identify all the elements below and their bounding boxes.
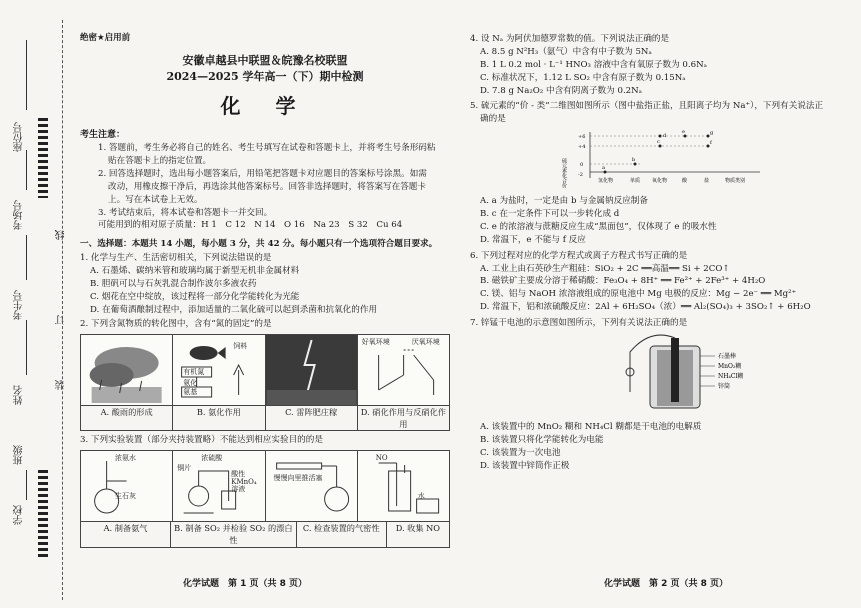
fig-label: 饲料 — [233, 341, 248, 350]
option: A. 8.5 g N²H₃（氨气）中含有中子数为 5Nₐ — [480, 46, 652, 57]
cut-line-mark: 订 — [56, 315, 67, 325]
point-label: e — [682, 129, 685, 136]
name-label: 姓名 — [14, 385, 25, 405]
option-caption: B. 制备 SO₂ 并检验 SO₂ 的漂白性 — [171, 522, 297, 547]
acid-rain-figure — [81, 335, 173, 405]
seat-number-label: 座位号 — [14, 122, 25, 152]
option: B. c 在一定条件下可以一步转化成 d — [480, 209, 620, 220]
q3-figure-row — [80, 450, 450, 522]
option: D. 在葡萄酒酿制过程中，添加适量的二氧化硫可以起到杀菌和抗氧化的作用 — [90, 304, 378, 315]
bottle-icon — [358, 451, 449, 521]
binding-strip — [0, 0, 70, 608]
point-d — [659, 135, 662, 138]
ammonia-apparatus-figure — [81, 451, 173, 521]
fill-line — [26, 320, 27, 375]
question-stem: 1. 化学与生产、生活密切相关，下列说法错误的是 — [80, 253, 272, 264]
point-label: d — [663, 133, 667, 140]
option: A. 石墨烯、碳纳米管和玻璃均属于新型无机非金属材料 — [90, 266, 300, 277]
option: D. 常温下，e 不能与 f 反应 — [480, 234, 586, 245]
option: C. 镁、铝与 NaOH 浓溶液组成的原电池中 Mg 电极的反应：Mg − 2e⁻ ══ Mg²⁺ — [480, 289, 797, 300]
fig-label: NO — [375, 454, 388, 463]
class-label: 班级 — [14, 445, 25, 465]
option-caption: A. 制备氨气 — [81, 522, 171, 547]
lightning-figure — [266, 335, 358, 405]
question-stem: 2. 下列含氮物质的转化图中，含有“氮的固定”的是 — [80, 318, 272, 329]
page-footer: 化学试题 第 2 页（共 8 页） — [604, 579, 729, 589]
option-caption: B. 氨化作用 — [173, 406, 265, 431]
fig-label: 浓氨水 — [115, 454, 136, 463]
fig-label: 石墨棒 — [718, 353, 737, 361]
x-tick: 氢化物 — [598, 178, 614, 185]
fig-label: 厌氧环境 — [411, 337, 440, 346]
x-tick: 单质 — [630, 178, 641, 185]
point-label: a — [602, 165, 605, 172]
cloud-icon — [81, 335, 172, 405]
page1-column — [80, 32, 450, 548]
fill-line — [26, 40, 27, 110]
q3-caption-row — [80, 522, 450, 548]
option: B. 胆矾可以与石灰乳混合制作波尔多液农药 — [90, 279, 257, 290]
atomic-mass-line: 可能用到的相对原子质量：H 1 C 12 N 14 O 16 Na 23 S 32 Cu 64 — [98, 220, 403, 231]
barcode-strip — [38, 118, 48, 198]
fig-label: 浓硫酸 — [201, 454, 223, 463]
graphite-rod — [671, 338, 679, 402]
nitrification-figure — [358, 335, 449, 405]
fill-line — [26, 235, 27, 280]
option-caption: D. 收集 NO — [395, 523, 441, 534]
exam-room-label: 考场号 — [14, 200, 25, 230]
fig-label: 氨基 — [183, 387, 198, 396]
notice-item: 3. 考试结束后，将本试卷和答题卡一并交回。 — [98, 207, 273, 218]
fig-label: 有机氮 — [183, 367, 205, 376]
question-stem: 6. 下列过程对应的化学方程式或离子方程式书写正确的是 — [470, 250, 688, 261]
fig-label: 锌筒 — [718, 383, 731, 391]
notice-item: 1. 答题前，考生务必将自己的姓名、考生号填写在试卷和答题卡上，并将考生号条形码粘 — [98, 143, 436, 154]
valence-class-chart — [560, 128, 770, 188]
point-label: f — [710, 140, 712, 147]
question-stem: 4. 设 Nₐ 为阿伏加德罗常数的值。下列说法正确的是 — [470, 34, 670, 44]
exam-title — [80, 53, 450, 85]
option: C. 烟花在空中绽放，该过程将一部分化学能转化为光能 — [90, 291, 300, 302]
option: D. 7.8 g Na₂O₂ 中含有阴离子数为 0.2Nₐ — [480, 85, 642, 96]
y-tick: +4 — [578, 144, 586, 151]
question-stem: 3. 下列实验装置（部分夹持装置略）不能达到相应实验目的的是 — [80, 435, 323, 446]
secret-mark: 绝密★启用前 — [80, 33, 131, 43]
lightning-icon — [266, 335, 357, 405]
candidate-number-label: 考生号 — [14, 290, 25, 320]
question-stem: 7. 锌锰干电池的示意图如图所示，下列有关说法正确的是 — [470, 318, 688, 329]
q2-caption-row — [80, 406, 450, 432]
cut-line-mark: 线 — [56, 230, 67, 240]
notice-item: 贴在答题卡上的指定位置。 — [108, 156, 212, 167]
syringe-icon — [266, 451, 357, 521]
question-stem-cont: 确的是 — [480, 114, 506, 125]
collect-no-figure — [358, 451, 449, 521]
option: A. 工业上由石英砂生产粗硅：SiO₂ + 2C ══高温══ Si + 2CO↑ — [480, 263, 730, 274]
y-axis-label: 硫元素化合价 — [561, 158, 567, 189]
point-label: g — [710, 130, 714, 137]
so2-apparatus-figure — [173, 451, 265, 521]
notice-item: 改动，用橡皮擦干净后，再选涂其他答案标号。回答非选择题时，将答案写在答题卡 — [108, 181, 426, 192]
y-tick: +6 — [578, 134, 586, 141]
fig-label: 好氧环境 — [361, 337, 390, 346]
x-tick: 酸 — [682, 178, 688, 185]
option-caption: A. 酸雨的形成 — [81, 406, 173, 431]
q2-figure-row — [80, 334, 450, 406]
fill-line — [26, 470, 27, 500]
option: A. a 为盐时，一定是由 b 与金属钠反应制备 — [480, 196, 648, 207]
school-label: 学校 — [14, 505, 25, 525]
notice-title: 考生注意： — [80, 129, 126, 140]
page2-column — [470, 32, 845, 472]
fill-line — [26, 150, 27, 190]
fig-label: 生石灰 — [115, 492, 136, 501]
x-axis-label: 物质类别 — [725, 178, 746, 185]
fig-label: 铜片 — [177, 464, 192, 473]
option: D. 常温下，铝和浓硫酸反应：2Al + 6H₂SO₄（浓）══ Al₂(SO₄)₃ + 3SO₂↑ + 6H₂O — [480, 302, 811, 313]
cut-line-mark: 装 — [56, 380, 67, 390]
ammonification-figure — [173, 335, 265, 405]
notice-item: 上。写在本试卷上无效。 — [108, 194, 203, 205]
option-caption: D. 硝化作用与反硝化作用 — [360, 406, 446, 429]
x-tick: 氧化物 — [652, 178, 668, 185]
title-line: 2024—2025 学年高一（下）期中检测 — [166, 69, 364, 83]
option-caption: C. 雷阵肥庄稼 — [266, 406, 358, 431]
point-label: c — [657, 139, 660, 146]
notice-item: 2. 回答选择题时，选出每小题答案后，用铅笔把答题卡对应题目的答案标号涂黑。如需 — [98, 168, 427, 179]
option-caption: C. 检查装置的气密性 — [297, 522, 387, 547]
cut-line — [62, 20, 63, 600]
subject-title: 化 学 — [220, 93, 310, 118]
y-tick: -2 — [578, 172, 583, 179]
option: B. 1 L 0.2 mol · L⁻¹ HNO₃ 溶液中含有氧原子数为 0.6Nₐ — [480, 59, 707, 70]
option: C. 该装置为一次电池 — [480, 447, 561, 458]
option: C. 标准状况下，1.12 L SO₂ 中含有原子数为 0.15Nₐ — [480, 72, 686, 83]
option: C. e 的浓溶液与蔗糖反应生成“黑面包”，仅体现了 e 的吸水性 — [480, 221, 717, 232]
fig-label: 水 — [417, 492, 425, 501]
option: A. 该装置中的 MnO₂ 糊和 NH₄Cl 糊都是干电池的电解质 — [480, 421, 702, 432]
option: B. 磁铁矿主要成分溶于稀硝酸：Fe₃O₄ + 8H⁺ ══ Fe²⁺ + 2Fe³⁺ + 4H₂O — [480, 276, 766, 287]
title-line: 安徽卓越县中联盟＆皖豫名校联盟 — [182, 53, 348, 67]
barcode-strip — [38, 470, 48, 560]
fig-label: 酸性KMnO₄溶液 — [231, 470, 257, 494]
dry-battery-figure — [590, 332, 810, 412]
fig-label: NH₄Cl糊 — [718, 373, 744, 381]
option: D. 该装置中锌筒作正极 — [480, 460, 570, 471]
x-tick: 盐 — [704, 178, 710, 185]
fig-label: MnO₂糊 — [718, 363, 742, 371]
point-label: b — [632, 157, 636, 164]
question-stem: 5. 硫元素的“价 - 类”二维图如图所示（图中盐指正盐，且阳离子均为 Na⁺），下列有关说法正 — [470, 101, 824, 112]
page-footer: 化学试题 第 1 页（共 8 页） — [183, 579, 308, 589]
y-tick: 0 — [580, 162, 584, 169]
fig-label: 氨化 — [183, 378, 198, 387]
fig-label: 慢慢向里推活塞 — [273, 474, 323, 483]
option: B. 该装置只将化学能转化为电能 — [480, 434, 604, 445]
airtight-check-figure — [266, 451, 358, 521]
section-title: 一、选择题：本题共 14 小题，每小题 3 分，共 42 分。每小题只有一个选项符合题目要求。 — [80, 239, 438, 250]
